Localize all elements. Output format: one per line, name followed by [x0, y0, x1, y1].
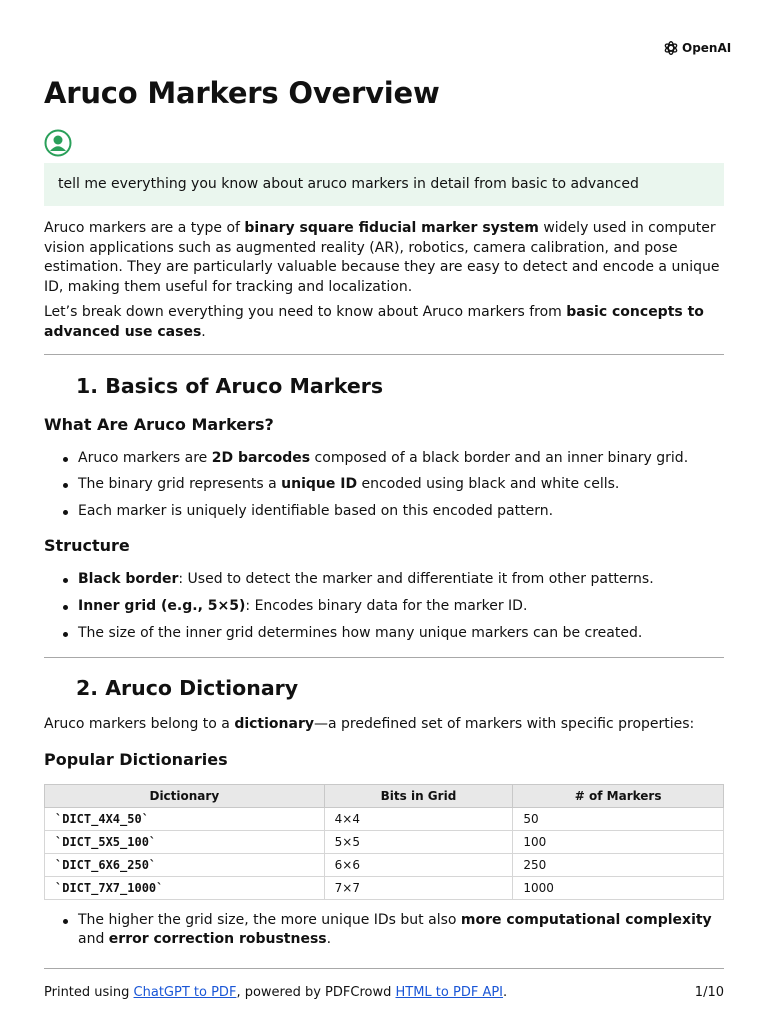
dictionary-table: [44, 784, 724, 900]
intro-paragraph-2: Let’s break down everything you need to know about Aruco markers from basic concepts to advanced use cases.: [44, 304, 704, 340]
list-item: The higher the grid size, the more unique IDs but also more computational complexity and error correction robustness.: [44, 911, 724, 950]
html-to-pdf-api-link[interactable]: HTML to PDF API: [395, 985, 504, 1000]
table-cell: `DICT_5X5_100`: [45, 830, 325, 853]
list-item: The size of the inner grid determines how many unique markers can be created.: [44, 624, 724, 644]
table-row: [45, 876, 724, 899]
table-cell: 6×6: [324, 853, 513, 876]
section-divider: [44, 354, 724, 355]
openai-logo: [663, 40, 731, 56]
popular-dictionaries-heading: Popular Dictionaries: [44, 749, 228, 769]
section-divider: [44, 657, 724, 658]
table-cell: 7×7: [324, 876, 513, 899]
column-header: # of Markers: [513, 784, 724, 807]
table-cell: `DICT_7X7_1000`: [45, 876, 325, 899]
column-header: Dictionary: [45, 784, 325, 807]
table-header-row: [45, 784, 724, 807]
structure-heading: Structure: [44, 536, 130, 556]
structure-list: [44, 570, 724, 643]
list-item: Black border: Used to detect the marker and differentiate it from other patterns.: [44, 570, 724, 590]
intro-paragraph-1: Aruco markers are a type of binary square fiducial marker system widely used in computer vision applications such as augmented reality (AR), robotics, camera calibration, and pose estimation. They are particularly valuable because they are easy to detect and encode a unique ID, making them useful for tracking and localization.: [44, 220, 720, 295]
page-title: Aruco Markers Overview: [44, 76, 440, 110]
dictionary-intro: Aruco markers belong to a dictionary—a predefined set of markers with specific properties:: [44, 716, 695, 733]
brand-name: OpenAI: [682, 41, 732, 55]
what-are-list: [44, 449, 724, 522]
user-prompt: tell me everything you know about aruco markers in detail from basic to advanced: [44, 163, 724, 206]
footer-text: .: [503, 985, 508, 1000]
dictionary-notes-list: [44, 911, 724, 950]
section-1-heading: 1. Basics of Aruco Markers: [76, 373, 384, 398]
table-cell: 5×5: [324, 830, 513, 853]
list-item: Each marker is uniquely identifiable based on this encoded pattern.: [44, 502, 724, 522]
footer-text: Printed using: [44, 985, 134, 1000]
footer-text: , powered by PDFCrowd: [236, 985, 396, 1000]
footer-divider: [44, 968, 724, 969]
footer: [44, 985, 724, 1001]
list-item: Aruco markers are 2D barcodes composed of a black border and an inner binary grid.: [44, 449, 724, 469]
table-row: [45, 807, 724, 830]
table-cell: 4×4: [324, 807, 513, 830]
response-content: [44, 219, 724, 950]
table-row: [45, 853, 724, 876]
list-item: The binary grid represents a unique ID encoded using black and white cells.: [44, 475, 724, 495]
table-cell: `DICT_6X6_250`: [45, 853, 325, 876]
page-number: 1/10: [694, 985, 724, 1000]
section-2-heading: 2. Aruco Dictionary: [76, 676, 299, 701]
table-row: [45, 830, 724, 853]
list-item: Inner grid (e.g., 5×5): Encodes binary data for the marker ID.: [44, 597, 724, 617]
table-cell: 250: [513, 853, 724, 876]
chatgpt-to-pdf-link[interactable]: ChatGPT to PDF: [133, 985, 237, 1000]
table-cell: 50: [513, 807, 724, 830]
what-are-heading: What Are Aruco Markers?: [44, 414, 274, 434]
openai-logo-icon: [663, 40, 679, 56]
table-cell: `DICT_4X4_50`: [45, 807, 325, 830]
column-header: Bits in Grid: [324, 784, 513, 807]
user-avatar-icon: [44, 129, 72, 157]
table-cell: 1000: [513, 876, 724, 899]
table-cell: 100: [513, 830, 724, 853]
